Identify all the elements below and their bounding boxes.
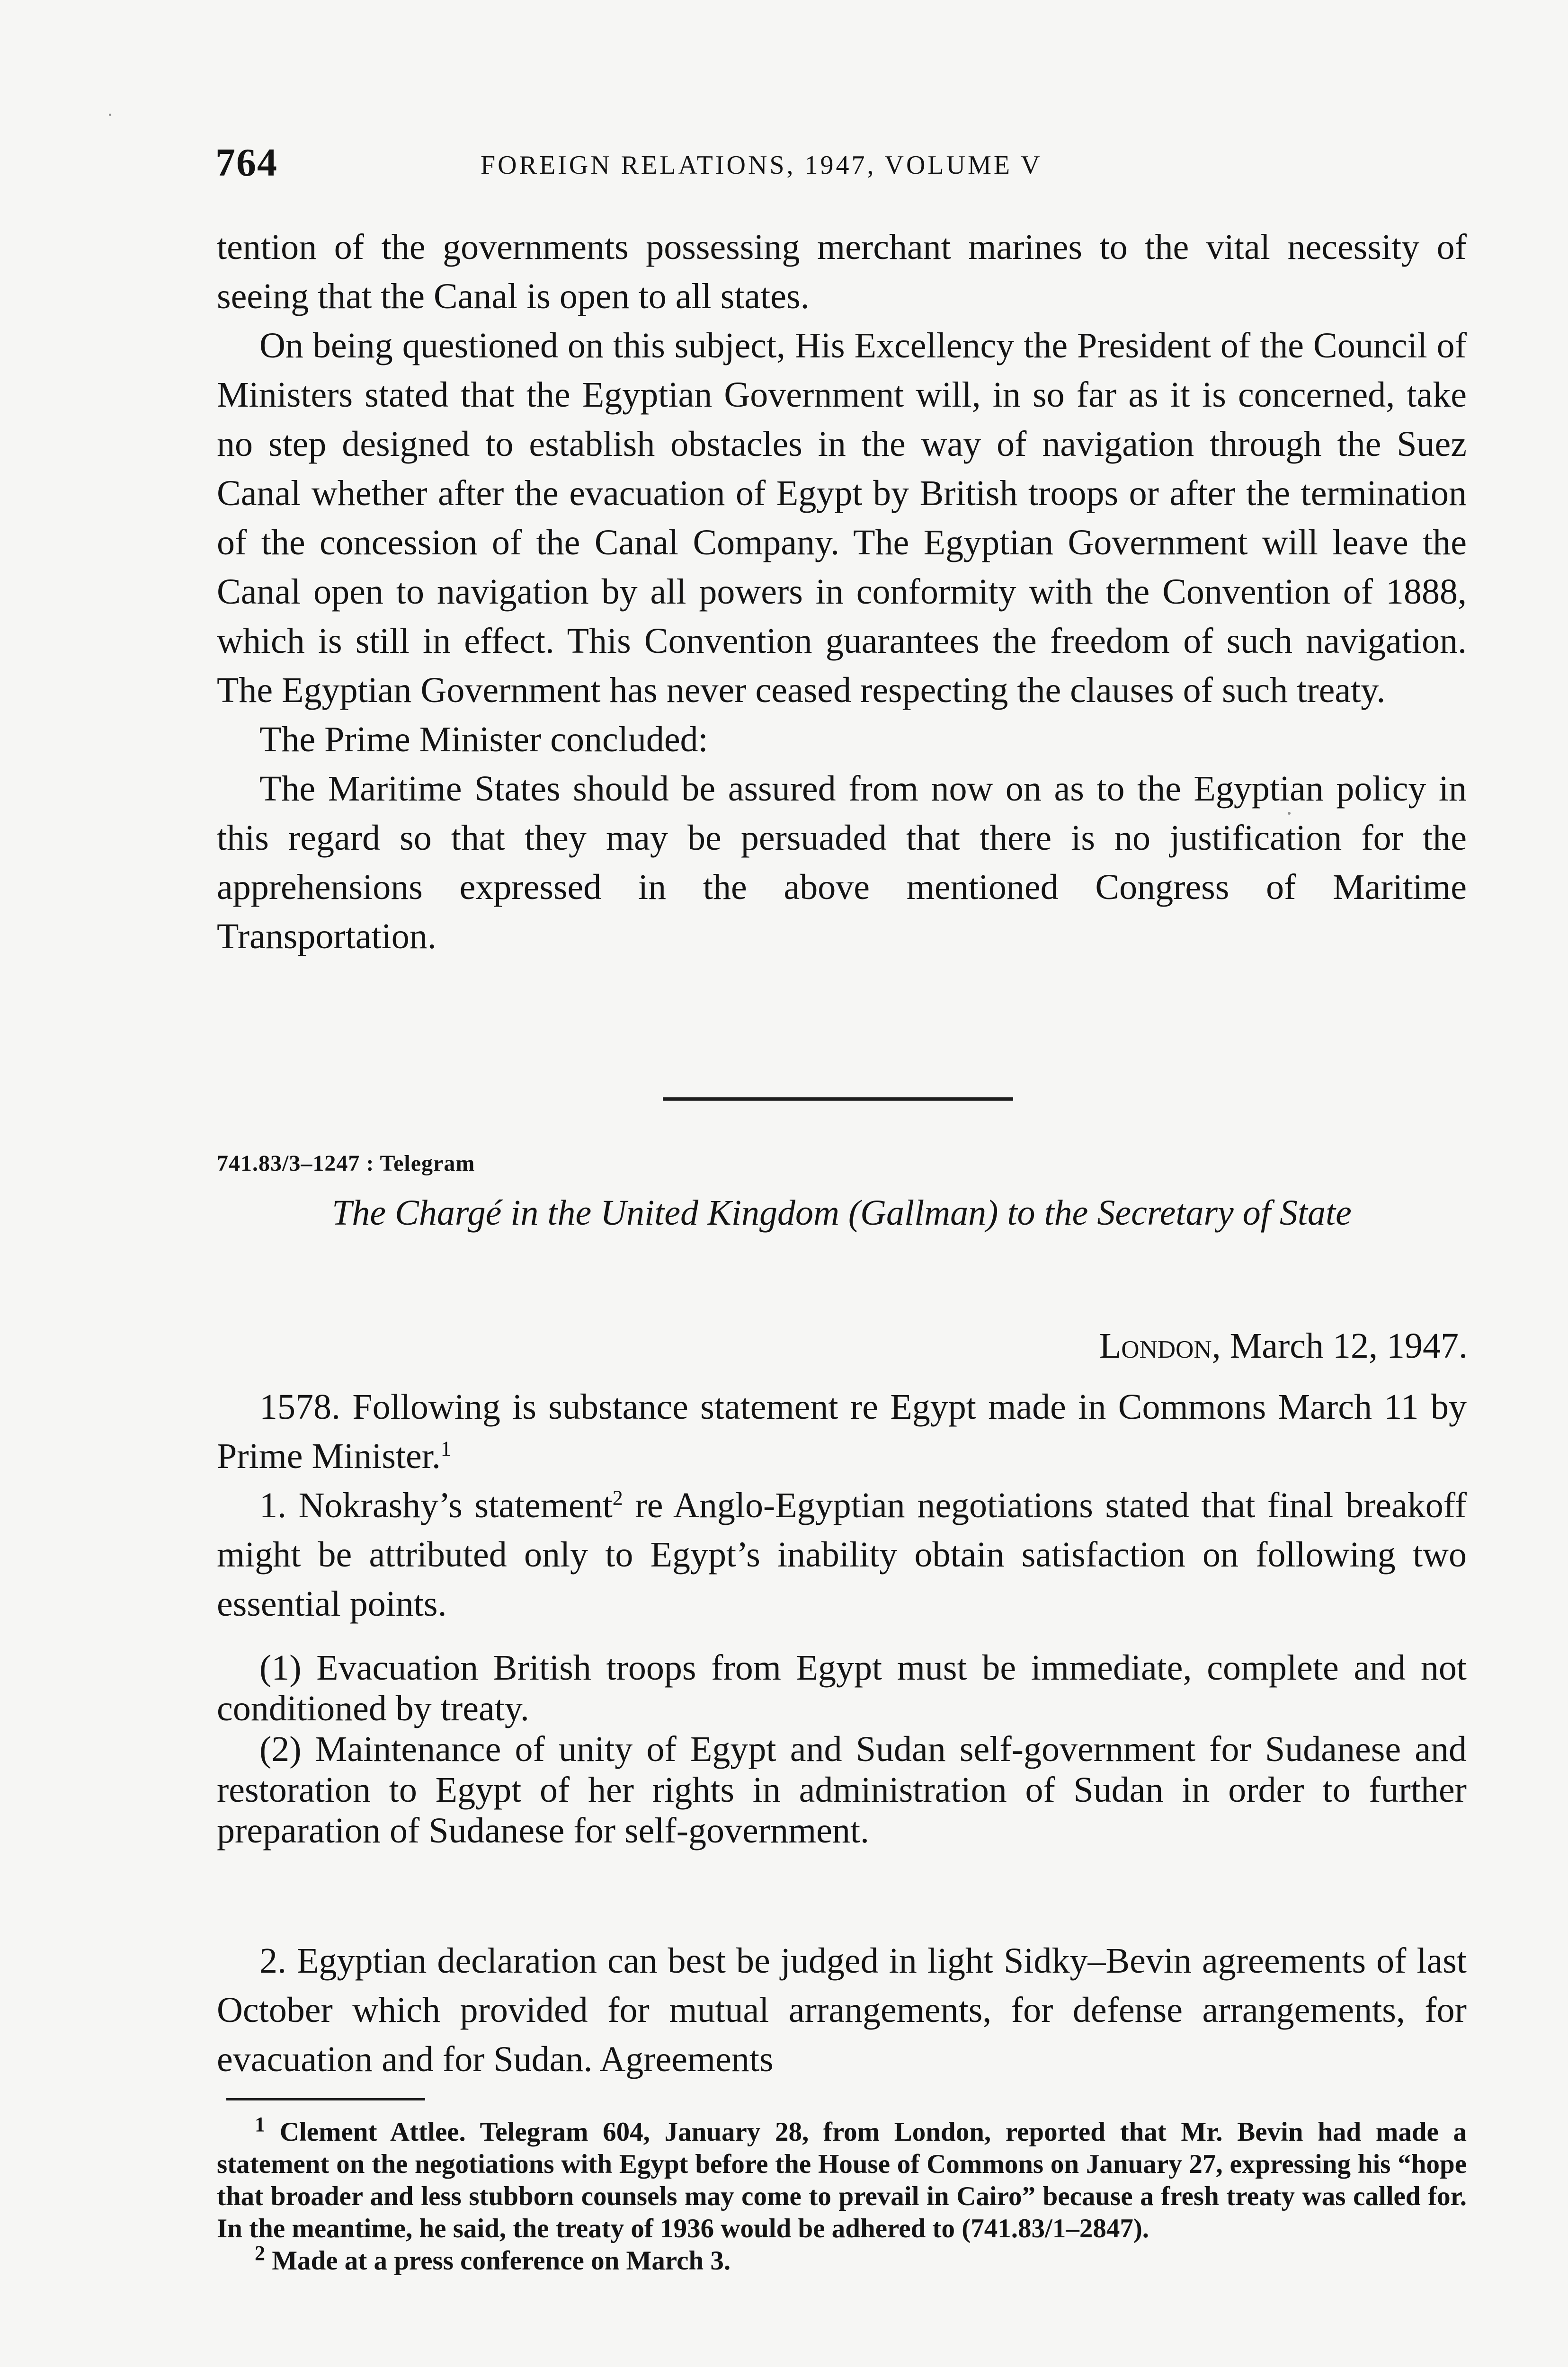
telegram-point-2-block <box>217 1936 1467 2084</box>
paper-speck <box>109 114 111 116</box>
telegram-point-2: 2. Egyptian declaration can best be judged in light Sidky–Bevin agreements of last October which provided for mutual arrangements, for defense arrangements, for evacuation and for Sudan. Agreements <box>217 1941 1467 2079</box>
footnote-2 <box>217 2242 1467 2277</box>
subpoint-1: (1) Evacuation British troops from Egypt must be immediate, complete and not conditioned by treaty. <box>217 1648 1467 1728</box>
paragraph-prime-minister-concluded: The Prime Minister concluded: <box>259 720 708 759</box>
page-header <box>215 140 1470 196</box>
dateline-city: London <box>1099 1326 1212 1366</box>
dateline <box>1099 1326 1468 1367</box>
subpoint-2: (2) Maintenance of unity of Egypt and Sudan self-government for Sudanese and restoration to Egypt of her rights in administration of Sudan in order to further preparation of Sudanese for self-government. <box>217 1729 1467 1851</box>
telegram-intro <box>217 1382 1467 1481</box>
top-section <box>217 222 1467 961</box>
footnotes <box>217 2113 1467 2277</box>
document-reference: 741.83/3–1247 : Telegram <box>217 1151 475 1176</box>
paragraph-maritime-states: The Maritime States should be assured from now on as to the Egyptian policy in this regard so that they may be persuaded that there is no justification for the apprehensions expressed in the above mentioned Congress of Maritime Transportation. <box>217 769 1467 956</box>
page-number: 764 <box>215 141 278 185</box>
paragraph-president-statement: On being questioned on this subject, His Excellency the President of the Council of Ministers stated that the Egyptian Government will, in so far as it is concerned, take no step designed to establish obstacles in the way of navigation through the Suez Canal whether after the evacuation of Egypt by British troops or after the termination of the concession of the Canal Company. The Egyptian Government will leave the Canal open to navigation by all powers in conformity with the Convention of 1888, which is still in effect. This Convention guarantees the freedom of such navigation. The Egyptian Government has never ceased respecting the clauses of such treaty. <box>217 326 1467 710</box>
telegram-point-1 <box>217 1481 1467 1628</box>
point-1-end: re Anglo-Egyptian negotiations stated that final breakoff might be attributed only to Egypt’s inability obtain satisfaction on following two essential points. <box>217 1486 1467 1624</box>
dateline-date: , March 12, 1947. <box>1212 1326 1468 1366</box>
running-head: FOREIGN RELATIONS, 1947, VOLUME V <box>481 151 1042 180</box>
footnote-ref-2: 2 <box>612 1486 623 1510</box>
telegram-intro-text: 1578. Following is substance statement re Egypt made in Commons March 11 by Prime Minister. <box>217 1387 1467 1476</box>
footnote-2-text: Made at a press conference on March 3. <box>272 2246 731 2276</box>
point-1-start: 1. Nokrashy’s statement <box>259 1486 613 1525</box>
paragraph-continuation: tention of the governments possessing merchant marines to the vital necessity of seeing that the Canal is open to all states. <box>217 227 1467 316</box>
footnote-ref-1: 1 <box>440 1437 451 1460</box>
footnote-1 <box>217 2113 1467 2245</box>
footnote-2-marker: 2 <box>255 2242 265 2265</box>
footnote-1-marker: 1 <box>255 2113 265 2136</box>
telegram-subpoints <box>217 1647 1467 1851</box>
section-divider <box>663 1097 1013 1101</box>
paper-speck <box>1288 812 1291 815</box>
document-title: The Chargé in the United Kingdom (Gallman) to the Secretary of State <box>332 1193 1352 1233</box>
footnote-divider <box>226 2098 425 2100</box>
footnote-1-text: Clement Attlee. Telegram 604, January 28, from London, reported that Mr. Bevin had made a statement on the negotiations with Egypt before the House of Commons on January 27, expressing his “hope that broader and less stubborn counsels may come to prevail in Cairo” because a fresh treaty was called for. In the meantime, he said, the treaty of 1936 would be adhered to (741.83/1–2847). <box>217 2117 1467 2243</box>
telegram-body <box>217 1382 1467 1628</box>
